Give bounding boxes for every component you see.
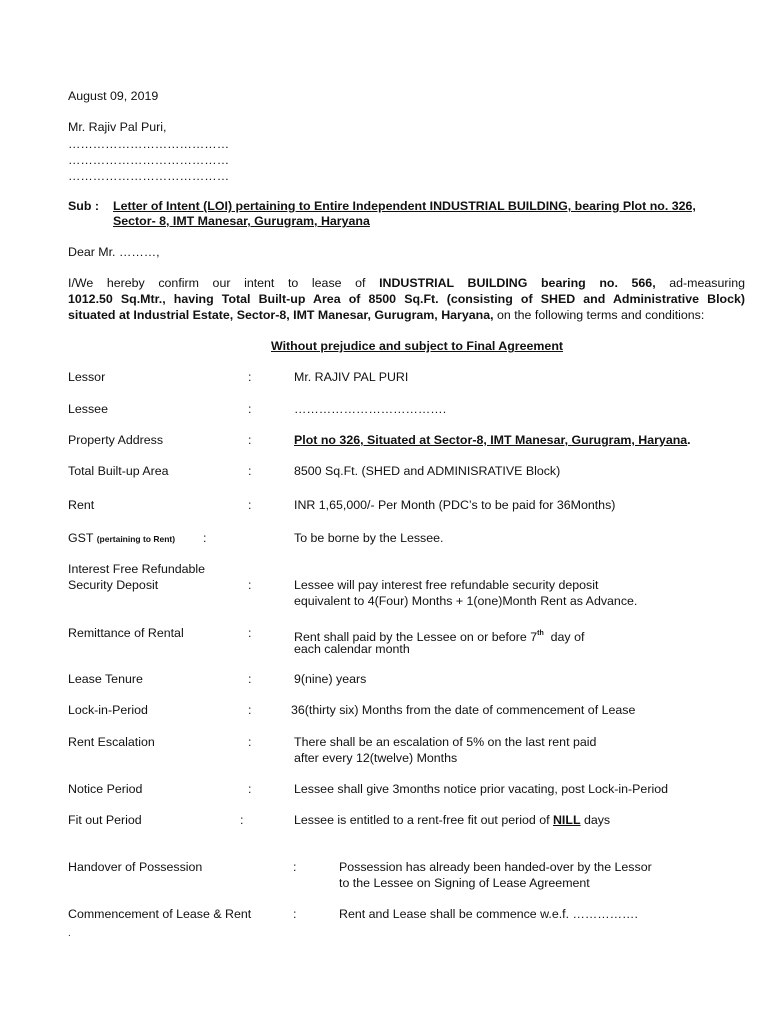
term-value: Lessee shall give 3months notice prior vacating, post Lock-in-Period <box>294 782 668 796</box>
term-colon: : <box>248 703 252 717</box>
term-colon: : <box>248 370 252 384</box>
subject-line-1: Letter of Intent (LOI) pertaining to Entire Independent INDUSTRIAL BUILDING, bearing Plot no. 326, <box>113 199 696 213</box>
section-heading: Without prejudice and subject to Final Agreement <box>271 339 564 353</box>
term-label: Lease Tenure <box>68 672 143 686</box>
address-line-3: ………………………………… <box>68 169 230 183</box>
address-line-2: ………………………………… <box>68 153 230 167</box>
term-value: INR 1,65,000/- Per Month (PDC’s to be paid for 36Months) <box>294 498 616 512</box>
term-label: Remittance of Rental <box>68 626 184 640</box>
intro-line-3 <box>68 308 704 323</box>
term-colon: : <box>248 672 252 686</box>
subject-line-2: Sector- 8, IMT Manesar, Gurugram, Haryana <box>113 214 370 228</box>
term-value-line-2: to the Lessee on Signing of Lease Agreement <box>339 876 590 890</box>
letter-date: August 09, 2019 <box>68 89 159 103</box>
intro-location: situated at Industrial Estate, Sector-8, IMT Manesar, Gurugram, Haryana, <box>68 308 494 322</box>
term-label: Notice Period <box>68 782 143 796</box>
term-value: ………………………………. <box>294 402 447 416</box>
term-value: 9(nine) years <box>294 672 367 686</box>
term-label: Handover of Possession <box>68 860 203 874</box>
trailing-mark: . <box>68 928 71 939</box>
gst-label: GST <box>68 531 94 545</box>
gst-label-note: (pertaining to Rent) <box>96 534 176 544</box>
term-value <box>294 813 610 828</box>
remittance-tail: day of <box>543 630 585 644</box>
fit-out-nill: NILL <box>552 813 581 827</box>
term-value: Lessee will pay interest free refundable security deposit <box>294 578 599 592</box>
term-label <box>68 531 175 547</box>
term-colon: : <box>248 402 252 416</box>
term-value: 36(thirty six) Months from the date of commencement of Lease <box>291 703 636 717</box>
intro-text-1a: I/We hereby confirm our intent to lease of <box>68 276 366 290</box>
term-label: Commencement of Lease & Rent <box>68 907 252 921</box>
term-value: Rent and Lease shall be commence w.e.f. ……………. <box>339 907 638 921</box>
salutation: Dear Mr. ………, <box>68 245 160 259</box>
term-value: 8500 Sq.Ft. (SHED and ADMINISRATIVE Block) <box>294 464 561 478</box>
intro-line-2: 1012.50 Sq.Mtr., having Total Built-up Area of 8500 Sq.Ft. (consisting of SHED and Administrative Block) <box>68 292 745 306</box>
fit-out-text: Lessee is entitled to a rent-free fit out period of <box>294 813 553 827</box>
term-value-line-2: after every 12(twelve) Months <box>294 751 458 765</box>
term-colon: : <box>248 782 252 796</box>
term-value: To be borne by the Lessee. <box>294 531 444 545</box>
term-value-line-2: equivalent to 4(Four) Months + 1(one)Month Rent as Advance. <box>294 594 638 608</box>
intro-text-1c: ad-measuring <box>669 276 746 290</box>
term-label: Lessee <box>68 402 108 416</box>
term-label: Rent <box>68 498 95 512</box>
property-address-suffix: . <box>687 433 691 447</box>
term-value: Mr. RAJIV PAL PURI <box>294 370 409 384</box>
term-label: Total Built-up Area <box>68 464 169 478</box>
term-colon: : <box>248 578 252 592</box>
remittance-ordinal: th <box>537 630 544 637</box>
term-colon: : <box>240 813 244 827</box>
subject-label: Sub : <box>68 199 99 213</box>
term-value <box>294 433 691 448</box>
intro-building-ref: INDUSTRIAL BUILDING bearing no. 566, <box>379 276 656 290</box>
property-address-text: Plot no 326, Situated at Sector-8, IMT Manesar, Gurugram, Haryana <box>294 433 688 447</box>
term-label: Lessor <box>68 370 106 384</box>
term-colon: : <box>248 498 252 512</box>
term-label: Fit out Period <box>68 813 142 827</box>
term-colon: : <box>248 735 252 749</box>
term-colon: : <box>248 433 252 447</box>
term-colon: : <box>293 860 297 874</box>
term-label: Property Address <box>68 433 164 447</box>
term-value: There shall be an escalation of 5% on the last rent paid <box>294 735 597 749</box>
fit-out-tail: days <box>580 813 611 827</box>
term-colon: : <box>293 907 297 921</box>
intro-text-3b: on the following terms and conditions: <box>497 308 705 322</box>
term-label: Rent Escalation <box>68 735 155 749</box>
term-label-line-2: Security Deposit <box>68 578 159 592</box>
intro-line-1 <box>68 276 745 291</box>
term-colon: : <box>248 464 252 478</box>
term-label: Interest Free Refundable <box>68 562 206 576</box>
term-value-line-2: each calendar month <box>294 642 410 656</box>
address-line-1: ………………………………… <box>68 137 230 151</box>
addressee-name: Mr. Rajiv Pal Puri, <box>68 120 167 134</box>
term-colon: : <box>203 531 207 545</box>
remittance-text: Rent shall paid by the Lessee on or before 7 <box>294 630 538 644</box>
term-value: Possession has already been handed-over by the Lessor <box>339 860 652 874</box>
term-colon: : <box>248 626 252 640</box>
term-label: Lock-in-Period <box>68 703 148 717</box>
